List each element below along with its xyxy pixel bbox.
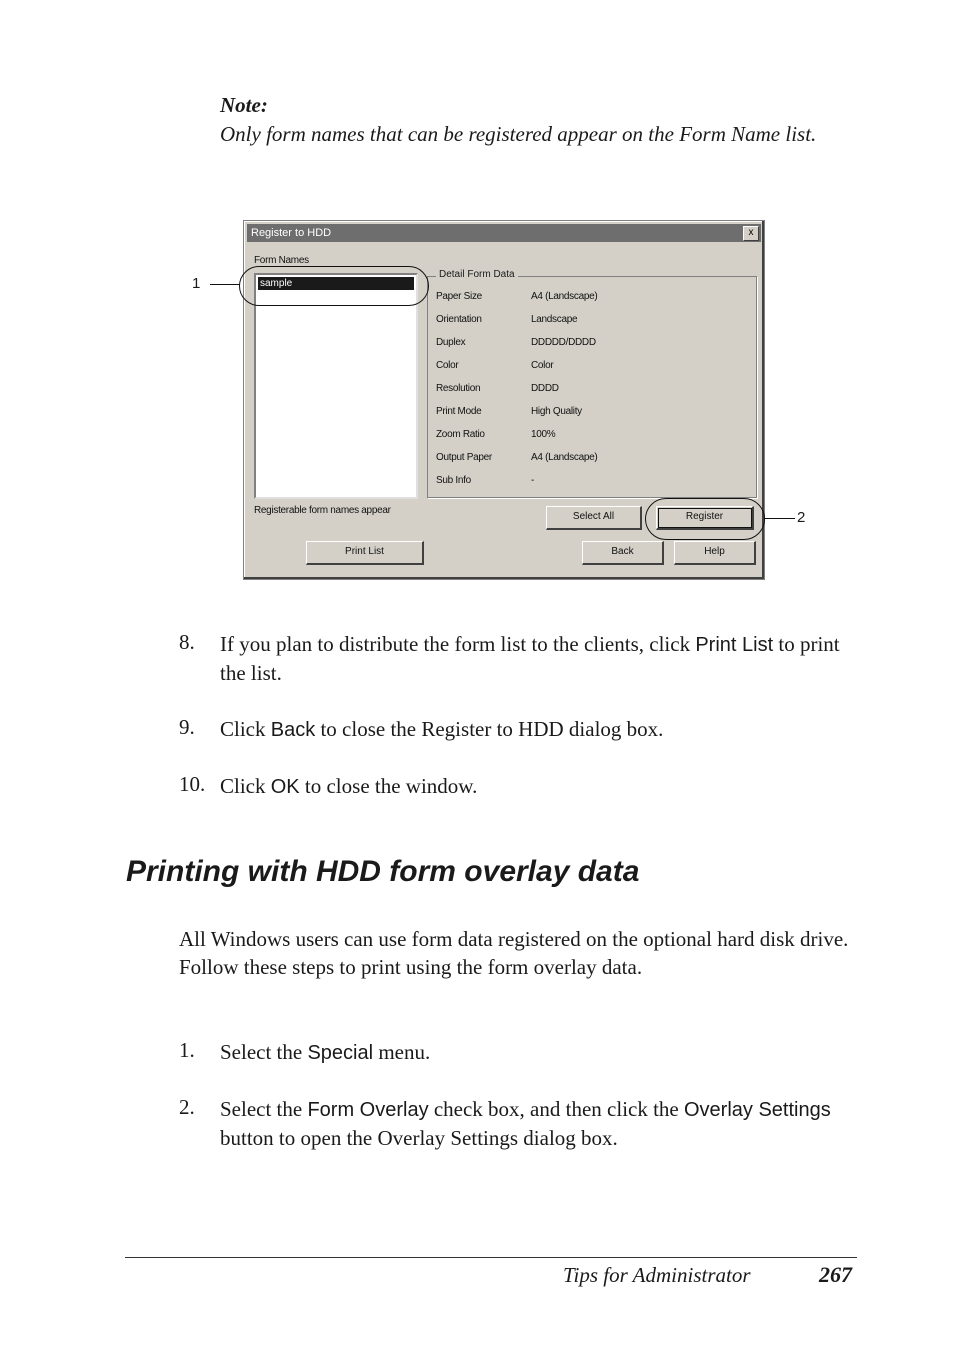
footer-title: Tips for Administrator: [563, 1263, 751, 1287]
select-all-button[interactable]: Select All: [546, 506, 642, 530]
footer-rule: [125, 1257, 857, 1258]
detail-label: Orientation: [436, 314, 482, 325]
step-number: 9.: [179, 715, 195, 739]
step-text: [220, 1095, 860, 1152]
section-heading: Printing with HDD form overlay data: [126, 855, 640, 888]
detail-label: Color: [436, 360, 459, 371]
detail-value: Color: [531, 360, 554, 371]
register-button[interactable]: Register: [656, 506, 754, 530]
step-number: 10.: [179, 772, 206, 796]
step-text-part: to print the list.: [220, 632, 840, 685]
step-text-part: menu.: [373, 1040, 431, 1064]
step-text-part: Click: [220, 717, 271, 741]
callout-1-ellipse: [239, 266, 429, 306]
form-names-label: Form Names: [254, 255, 309, 266]
detail-value: A4 (Landscape): [531, 452, 598, 463]
detail-label: Print Mode: [436, 406, 482, 417]
note-label: Note:: [220, 93, 268, 117]
detail-label: Sub Info: [436, 475, 471, 486]
callout-2-number: 2: [797, 509, 806, 526]
group-title: Detail Form Data: [436, 269, 518, 280]
note-text: Only form names that can be registered appear on the Form Name list.: [220, 122, 817, 146]
step-text: [220, 1038, 860, 1067]
step-text: [220, 772, 860, 801]
detail-label: Output Paper: [436, 452, 492, 463]
callout-2-line: [765, 518, 795, 519]
section-paragraph: All Windows users can use form data registered on the optional hard disk drive. Follow these steps to print using the form overlay data.: [179, 927, 849, 979]
ui-term: Back: [270, 719, 316, 741]
step-text-part: to close the Register to HDD dialog box.: [315, 717, 664, 741]
step-text-part: If you plan to distribute the form list to the clients, click: [220, 632, 696, 656]
detail-value: High Quality: [531, 406, 582, 417]
print-list-button[interactable]: Print List: [306, 541, 424, 565]
step-text: [220, 630, 860, 687]
detail-form-data-group: [427, 269, 757, 498]
step-text: [220, 715, 860, 744]
help-button[interactable]: Help: [674, 541, 756, 565]
step-number: 8.: [179, 630, 195, 654]
step-text-part: to close the window.: [299, 774, 478, 798]
ui-term: OK: [270, 776, 300, 798]
page-number: 267: [819, 1262, 852, 1287]
detail-value: Landscape: [531, 314, 578, 325]
list-item[interactable]: sample: [258, 277, 414, 290]
close-icon[interactable]: x: [743, 226, 759, 241]
callout-1-number: 1: [192, 275, 201, 292]
ui-term: Form Overlay: [307, 1099, 429, 1121]
status-text: Registerable form names appear: [254, 505, 391, 516]
step-number: 1.: [179, 1038, 195, 1062]
step-text-part: check box, and then click the: [428, 1097, 684, 1121]
detail-label: Zoom Ratio: [436, 429, 485, 440]
step-number: 2.: [179, 1095, 195, 1119]
detail-label: Duplex: [436, 337, 466, 348]
detail-label: Paper Size: [436, 291, 482, 302]
dialog-title: Register to HDD: [251, 227, 332, 239]
form-names-listbox[interactable]: [254, 273, 418, 499]
detail-value: A4 (Landscape): [531, 291, 598, 302]
detail-label: Resolution: [436, 383, 481, 394]
ui-term: Print List: [695, 634, 774, 656]
step-text-part: Click: [220, 774, 271, 798]
detail-value: 100%: [531, 429, 556, 440]
back-button[interactable]: Back: [582, 541, 664, 565]
ui-term: Overlay Settings: [684, 1099, 831, 1121]
callout-1-line: [210, 284, 240, 285]
step-text-part: button to open the Overlay Settings dialog box.: [220, 1126, 618, 1150]
dialog-titlebar: [247, 224, 761, 242]
step-text-part: Select the: [220, 1097, 308, 1121]
callout-2-ellipse: [645, 498, 765, 540]
ui-term: Special: [307, 1042, 374, 1064]
step-text-part: Select the: [220, 1040, 308, 1064]
detail-value: DDDD: [531, 383, 559, 394]
detail-value: -: [531, 475, 535, 486]
detail-value: DDDDD/DDDD: [531, 337, 596, 348]
